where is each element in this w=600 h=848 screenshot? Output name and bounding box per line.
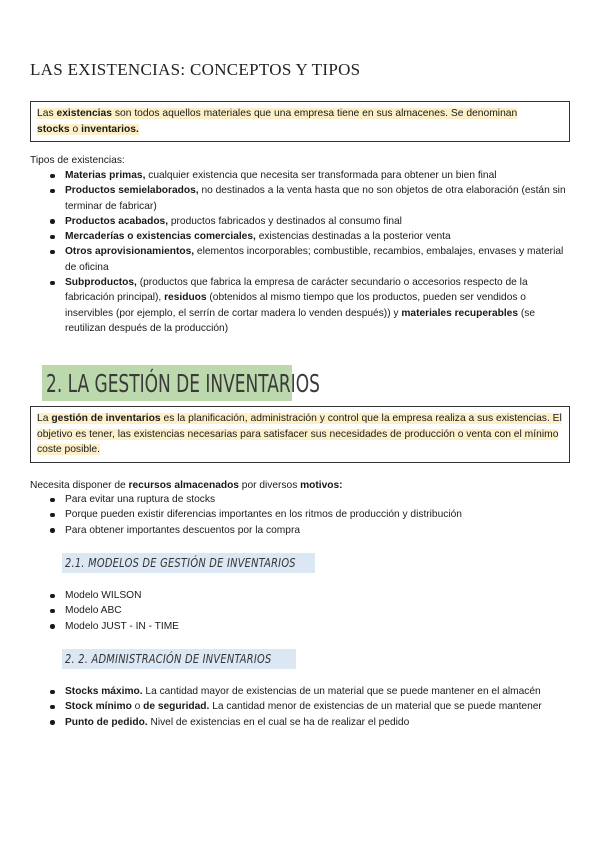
bold-term: Subproductos, bbox=[65, 277, 137, 289]
list-item bbox=[48, 168, 570, 183]
list-item bbox=[48, 183, 570, 214]
bold-term: stocks bbox=[37, 123, 70, 135]
bold-term: residuos bbox=[164, 292, 207, 304]
text-run: cualquier existencia que necesita ser transformada para obtener un bien final bbox=[145, 170, 497, 181]
text-run: (obtenidos al mismo tiempo que los productos, pueden ser vendidos o inservibles (por ejemplo, el serrín de cortar madera lo venden después)) y bbox=[65, 292, 526, 319]
bold-term: Otros aprovisionamientos, bbox=[65, 246, 195, 258]
list-item bbox=[48, 699, 570, 714]
text-run: por diversos bbox=[238, 480, 301, 491]
list-item: Para obtener importantes descuentos por la compra bbox=[48, 523, 570, 538]
text-run: (se reutilizan después de la producción) bbox=[65, 307, 536, 334]
list-item bbox=[48, 229, 570, 244]
bold-term: inventarios. bbox=[81, 123, 139, 135]
text-run: o bbox=[131, 701, 144, 713]
page-title: LAS EXISTENCIAS: CONCEPTOS Y TIPOS bbox=[30, 60, 361, 79]
text-run: no destinados a la venta hasta que no son objetos de otra elaboración (están sin terminar de fabricar) bbox=[65, 185, 566, 212]
text-run: (productos que fabrica la empresa de carácter secundario o accesorios respecto de la fabricación principal), bbox=[65, 277, 528, 304]
definition-box-existencias bbox=[30, 101, 570, 142]
modelos-list bbox=[48, 588, 570, 634]
list-item bbox=[48, 214, 570, 229]
list-item: Para evitar una ruptura de stocks bbox=[48, 492, 570, 507]
list-item bbox=[48, 684, 570, 699]
definition-text bbox=[37, 413, 562, 455]
section-heading: 2. LA GESTIÓN DE INVENTARIOS bbox=[46, 369, 320, 398]
text-run: o bbox=[69, 123, 82, 135]
text-run: es la planificación, administración y control que la empresa realiza a sus existencias. El objetivo es tener, las existencias necesarias para satisfacer sus necesidades de producción o venta con el mínimo coste posible. bbox=[37, 413, 562, 455]
text-run: Necesita disponer de bbox=[30, 480, 129, 491]
bold-term: Stocks máximo. bbox=[65, 686, 143, 697]
text-run: La bbox=[37, 413, 52, 424]
list-item bbox=[48, 715, 570, 730]
text-run: elementos incorporables; combustible, recambios, embalajes, envases y material de oficina bbox=[65, 246, 564, 273]
motivos-list bbox=[48, 492, 570, 538]
bold-term: motivos: bbox=[300, 480, 343, 491]
definition-text bbox=[37, 108, 517, 135]
list-item: Porque pueden existir diferencias importantes en los ritmos de producción y distribución bbox=[48, 507, 570, 522]
bold-term: existencias bbox=[56, 108, 112, 119]
admin-list bbox=[48, 684, 570, 730]
list-item: Modelo JUST - IN - TIME bbox=[48, 619, 570, 634]
bold-term: Mercaderías o existencias comerciales, bbox=[65, 231, 256, 243]
text-run: productos fabricados y destinados al consumo final bbox=[168, 215, 402, 227]
bold-term: Punto de pedido. bbox=[65, 716, 148, 728]
bold-term: materiales recuperables bbox=[401, 307, 519, 319]
bold-term: Productos acabados, bbox=[65, 215, 169, 227]
text-run: La cantidad menor de existencias de un material que se puede mantener bbox=[209, 701, 542, 713]
text-run: Nivel de existencias en el cual se ha de realizar el pedido bbox=[147, 716, 410, 728]
tipos-list bbox=[48, 168, 570, 336]
bold-term: Productos semielaborados, bbox=[65, 185, 199, 197]
bold-term: Stock mínimo bbox=[65, 701, 132, 713]
bold-term: gestión de inventarios bbox=[51, 413, 161, 424]
list-item: Modelo ABC bbox=[48, 603, 570, 618]
text-run: existencias destinadas a la posterior venta bbox=[255, 231, 451, 243]
definition-box-gestion bbox=[30, 406, 570, 463]
list-item bbox=[48, 244, 570, 275]
bold-term: recursos almacenados bbox=[128, 480, 239, 491]
text-run: Las bbox=[37, 108, 57, 119]
list-item: Modelo WILSON bbox=[48, 588, 570, 603]
bold-term: de seguridad. bbox=[143, 701, 210, 713]
subheading-administracion: 2. 2. ADMINISTRACIÓN DE INVENTARIOS bbox=[65, 652, 272, 666]
text-run: La cantidad mayor de existencias de un material que se puede mantener en el almacén bbox=[142, 686, 541, 697]
text-run: son todos aquellos materiales que una empresa tiene en sus almacenes. Se denominan bbox=[112, 108, 518, 119]
bold-term: Materias primas, bbox=[65, 170, 146, 181]
subheading-modelos: 2.1. MODELOS DE GESTIÓN DE INVENTARIOS bbox=[65, 556, 296, 570]
list-item bbox=[48, 275, 570, 336]
tipos-intro: Tipos de existencias: bbox=[30, 155, 125, 166]
